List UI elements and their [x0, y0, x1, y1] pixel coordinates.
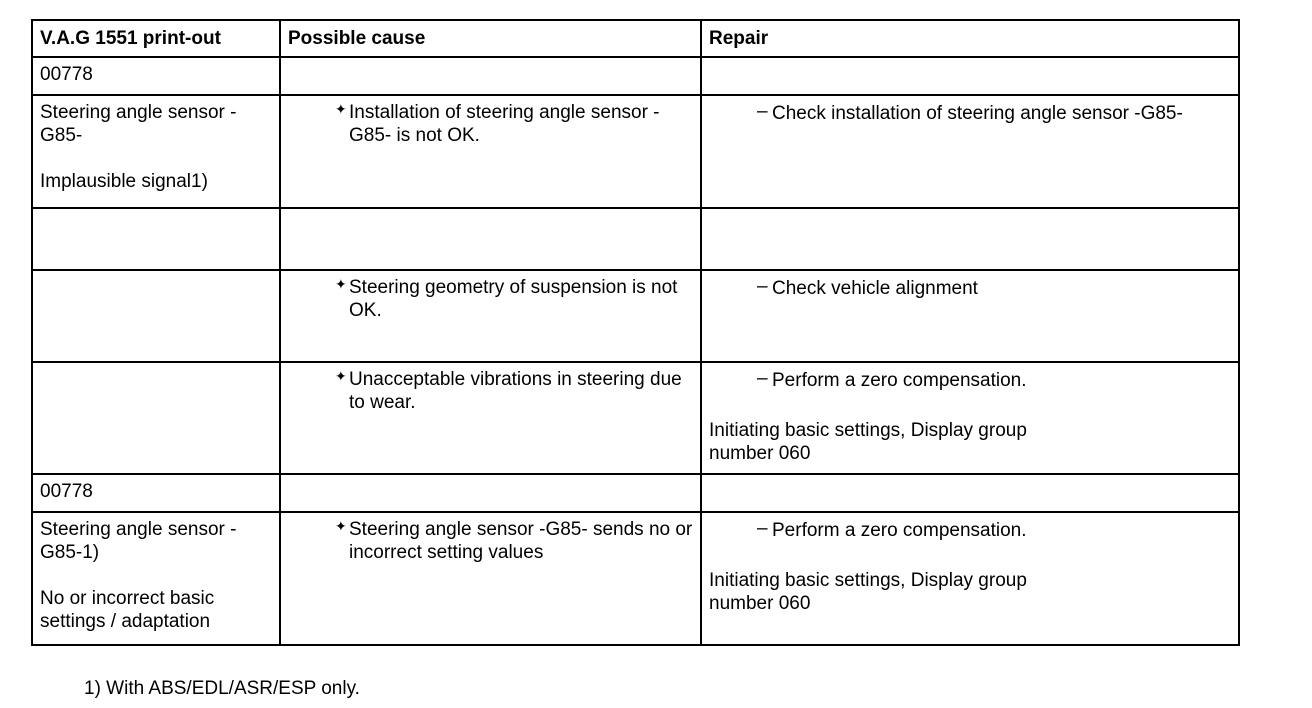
- repair-text: Perform a zero compensation.: [772, 370, 1027, 391]
- repair-note: Initiating basic settings, Display group number 060: [709, 420, 1027, 464]
- cause-cell: [280, 95, 701, 208]
- bullet-icon: ✦: [335, 101, 347, 117]
- repair-text: Check vehicle alignment: [772, 278, 978, 299]
- bullet-icon: ✦: [335, 276, 347, 292]
- fault-code: 00778: [32, 57, 280, 95]
- repair-text: Perform a zero compensation.: [772, 520, 1027, 541]
- dash-icon: –: [757, 276, 768, 297]
- table-row: [32, 362, 1239, 474]
- bullet-icon: ✦: [335, 518, 347, 534]
- printout-text: Steering angle sensor -G85-: [40, 102, 237, 146]
- repair-cell: [701, 512, 1239, 645]
- repair-cell: [701, 95, 1239, 208]
- header-possible-cause: Possible cause: [280, 20, 701, 57]
- empty-cell: [280, 57, 701, 95]
- footnote: 1) With ABS/EDL/ASR/ESP only.: [84, 678, 360, 699]
- empty-cell: [32, 362, 280, 474]
- dash-icon: –: [757, 518, 768, 539]
- table-row: [32, 474, 1239, 512]
- printout-text: Implausible signal1): [40, 171, 208, 192]
- empty-cell: [701, 208, 1239, 270]
- cause-cell: [280, 270, 701, 362]
- cause-text: Installation of steering angle sensor -G85- is not OK.: [349, 102, 660, 146]
- empty-cell: [701, 57, 1239, 95]
- empty-cell: [32, 208, 280, 270]
- table-row: [32, 270, 1239, 362]
- repair-note: Initiating basic settings, Display group number 060: [709, 570, 1027, 614]
- dash-icon: –: [757, 368, 768, 389]
- table-row: [32, 208, 1239, 270]
- cause-text: Steering angle sensor -G85- sends no or incorrect setting values: [349, 519, 693, 563]
- empty-cell: [280, 208, 701, 270]
- printout-text: No or incorrect basic settings / adaptation: [40, 588, 215, 632]
- printout-cell: [32, 512, 280, 645]
- cause-text: Unacceptable vibrations in steering due to wear.: [349, 369, 682, 413]
- table-header-row: [32, 20, 1239, 57]
- diagnostic-table: [31, 19, 1240, 646]
- repair-cell: [701, 362, 1239, 474]
- empty-cell: [32, 270, 280, 362]
- repair-text: Check installation of steering angle sensor -G85-: [772, 103, 1183, 124]
- printout-text: Steering angle sensor -G85-1): [40, 519, 237, 563]
- header-repair: Repair: [701, 20, 1239, 57]
- empty-cell: [701, 474, 1239, 512]
- table-row: [32, 512, 1239, 645]
- repair-cell: [701, 270, 1239, 362]
- cause-text: Steering geometry of suspension is not OK.: [349, 277, 678, 321]
- cause-cell: [280, 512, 701, 645]
- printout-cell: [32, 95, 280, 208]
- empty-cell: [280, 474, 701, 512]
- cause-cell: [280, 362, 701, 474]
- bullet-icon: ✦: [335, 368, 347, 384]
- fault-code: 00778: [32, 474, 280, 512]
- header-printout: V.A.G 1551 print-out: [32, 20, 280, 57]
- table-row: [32, 57, 1239, 95]
- dash-icon: –: [757, 101, 768, 122]
- table-row: [32, 95, 1239, 208]
